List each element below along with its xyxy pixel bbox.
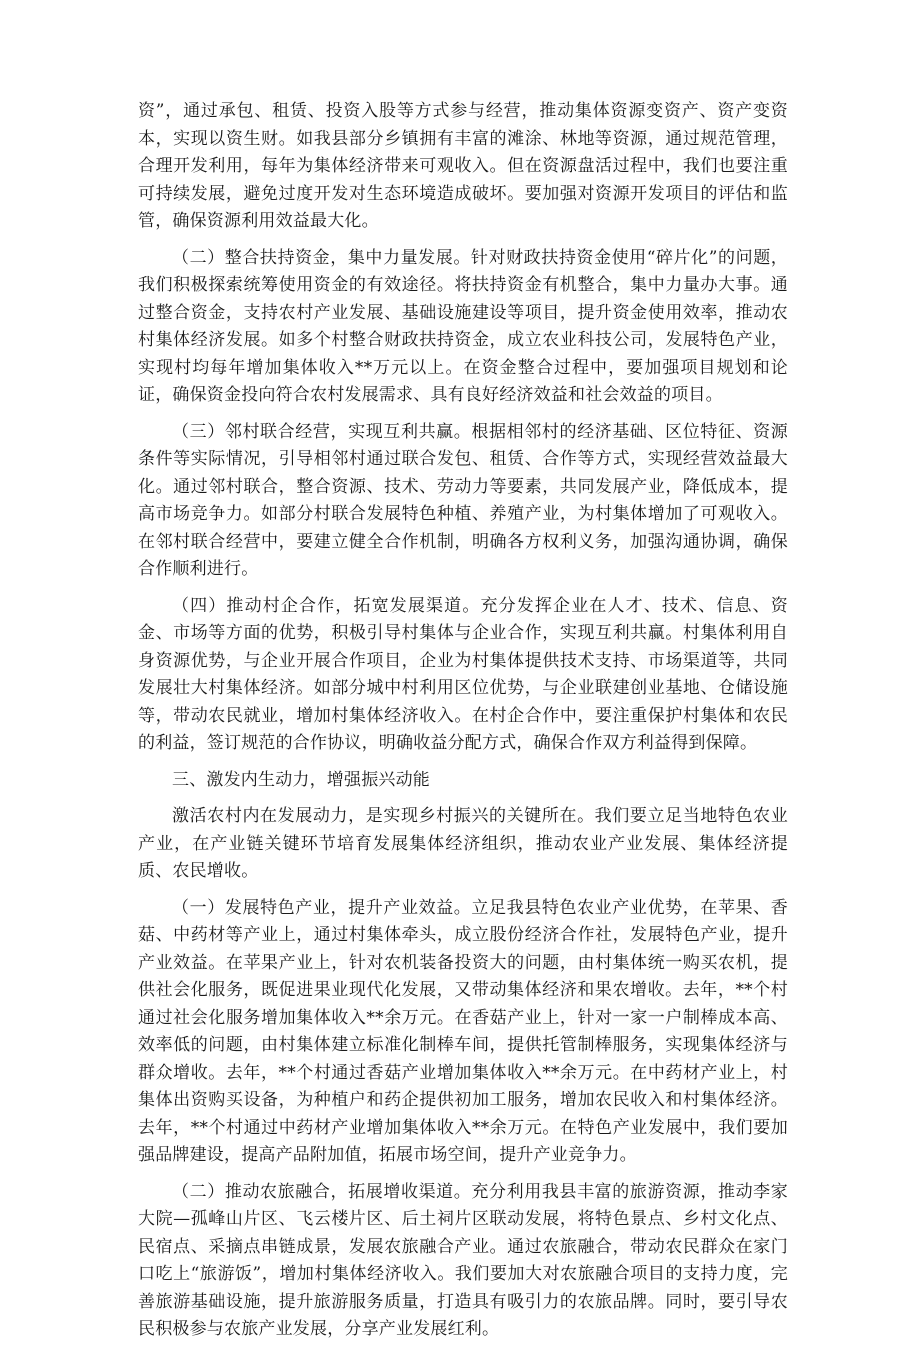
paragraph-integrate-funds: （二）整合扶持资金，集中力量发展。针对财政扶持资金使用“碎片化”的问题，我们积极探索统筹使用资金的有效途径。将扶持资金有机整合，集中力量办大事。通过整合资金，支持农村产业发展、基础设施建设等项目，提升资金使用效率，推动农村集体经济发展。如多个村整合财政扶持资金，成立农业科技公司，发展特色产业，实现村均每年增加集体收入**万元以上。在资金整合过程中，要加强项目规划和论证，确保资金投向符合农村发展需求、具有良好经济效益和社会效益的项目。	[138, 247, 788, 405]
paragraph-village-enterprise-cooperation: （四）推动村企合作，拓宽发展渠道。充分发挥企业在人才、技术、信息、资金、市场等方面的优势，积极引导村集体与企业合作，实现互利共赢。村集体利用自身资源优势，与企业开展合作项目，企业为村集体提供技术支持、市场渠道等，共同发展壮大村集体经济。如部分城中村利用区位优势，与企业联建创业基地、仓储设施等，带动农民就业，增加村集体经济收入。在村企合作中，要注重保护村集体和农民的利益，签订规范的合作协议，明确收益分配方式，确保合作双方利益得到保障。	[138, 595, 788, 753]
paragraph-agri-tourism: （二）推动农旅融合，拓展增收渠道。充分利用我县丰富的旅游资源，推动李家大院—孤峰山片区、飞云楼片区、后土祠片区联动发展，将特色景点、乡村文化点、民宿点、采摘点串链成景，发展农旅融合产业。通过农旅融合，带动农民群众在家门口吃上“旅游饭”，增加村集体经济收入。我们要加大对农旅融合项目的支持力度，完善旅游基础设施，提升旅游服务质量，打造具有吸引力的农旅品牌。同时，要引导农民积极参与农旅产业发展，分享产业发展红利。	[138, 1181, 788, 1339]
document-body	[138, 98, 788, 1353]
paragraph-section-3-intro: 激活农村内在发展动力，是实现乡村振兴的关键所在。我们要立足当地特色农业产业，在产业链关键环节培育发展集体经济组织，推动农业产业发展、集体经济提质、农民增收。	[138, 806, 788, 881]
paragraph-neighbor-village-cooperation: （三）邻村联合经营，实现互利共赢。根据相邻村的经济基础、区位特征、资源条件等实际情况，引导相邻村通过联合发包、租赁、合作等方式，实现经营效益最大化。通过邻村联合，整合资源、技术、劳动力等要素，共同发展产业，降低成本，提高市场竞争力。如部分村联合发展特色种植、养殖产业，为村集体增加了可观收入。在邻村联合经营中，要建立健全合作机制，明确各方权利义务，加强沟通协调，确保合作顺利进行。	[138, 421, 788, 579]
paragraph-resource-continuation: 资”，通过承包、租赁、投资入股等方式参与经营，推动集体资源变资产、资产变资本，实现以资生财。如我县部分乡镇拥有丰富的滩涂、林地等资源，通过规范管理，合理开发利用，每年为集体经济带来可观收入。但在资源盘活过程中，我们也要注重可持续发展，避免过度开发对生态环境造成破坏。要加强对资源开发项目的评估和监管，确保资源利用效益最大化。	[138, 101, 788, 231]
section-heading-3: 三、激发内生动力，增强振兴动能	[172, 769, 430, 790]
paragraph-specialty-industry: （一）发展特色产业，提升产业效益。立足我县特色农业产业优势，在苹果、香菇、中药材等产业上，通过村集体牵头，成立股份经济合作社，发展特色产业，提升产业效益。在苹果产业上，针对农机装备投资大的问题，由村集体统一购买农机，提供社会化服务，既促进果业现代化发展，又带动集体经济和果农增收。去年，**个村通过社会化服务增加集体收入**余万元。在香菇产业上，针对一家一户制棒成本高、效率低的问题，由村集体建立标准化制棒车间，提供托管制棒服务，实现集体经济与群众增收。去年，**个村通过香菇产业增加集体收入**余万元。在中药材产业上，村集体出资购买设备，为种植户和药企提供初加工服务，增加农民收入和村集体经济。去年，**个村通过中药材产业增加集体收入**余万元。在特色产业发展中，我们要加强品牌建设，提高产品附加值，拓展市场空间，提升产业竞争力。	[138, 897, 788, 1165]
